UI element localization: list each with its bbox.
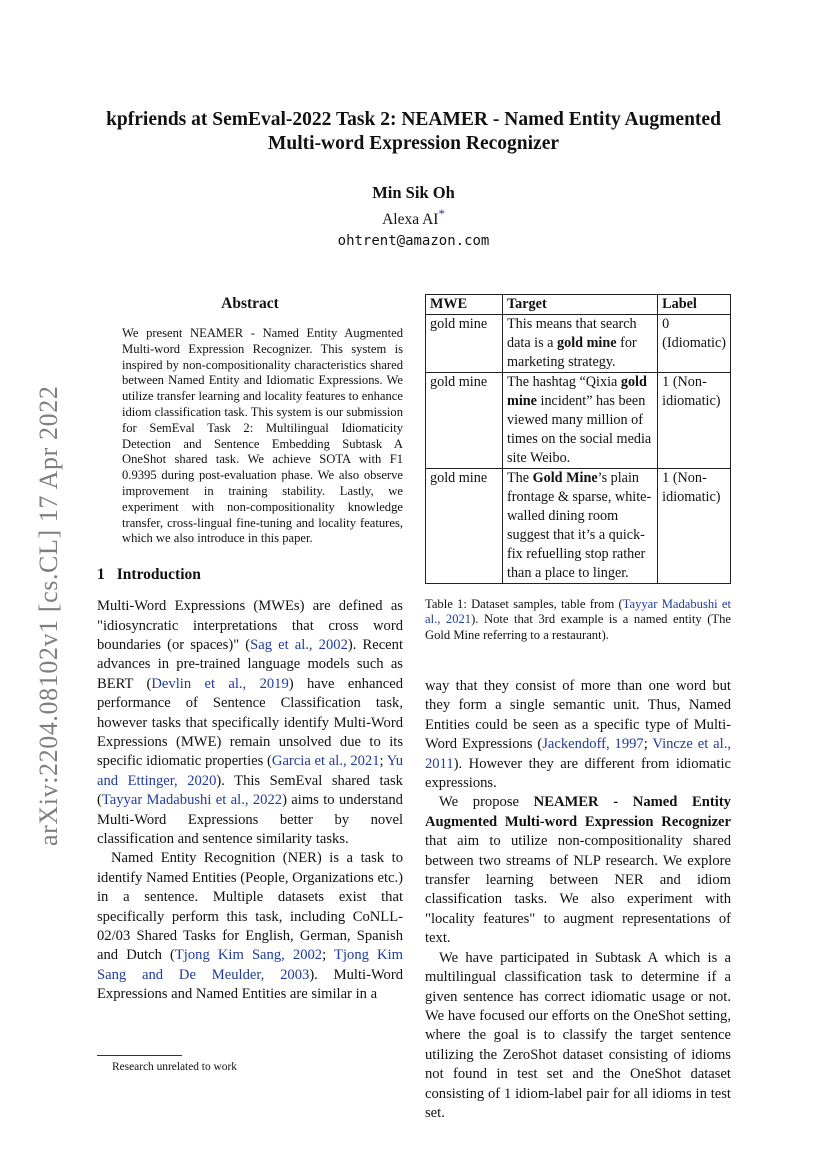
cell-label: 1 (Non-idiomatic) [658,373,731,469]
arxiv-stamp: arXiv:2204.08102v1 [cs.CL] 17 Apr 2022 [34,385,63,846]
table-row [426,315,731,373]
header-label: Label [658,295,731,315]
table-row [426,373,731,469]
section-title: Introduction [116,566,201,584]
text-run: ; [322,947,335,964]
text-run: incident” has been viewed many million of times on the social media site Weibo. [507,393,652,466]
bold-run: NEAMER - Named Entity Augmented Multi-word Expression Recognizer [425,794,731,830]
cell-target [503,469,658,584]
text-run: ). This SemEval shared task ( [97,772,403,809]
cell-mwe: gold mine [426,373,503,469]
text-run: The hashtag “Qixia [507,374,621,390]
text-run: Table 1: Dataset samples, table from ( [425,597,623,611]
section-heading-introduction [97,565,403,585]
section-number: 1 [97,566,105,584]
bold-run: gold mine [507,374,647,409]
affiliation-footnote-mark[interactable]: * [438,206,445,221]
table-header-row [426,295,731,315]
cell-target [503,315,658,373]
text-run: We propose [439,794,534,811]
bold-run: Gold Mine [532,470,598,486]
paper-title [40,108,787,156]
citation-link[interactable]: Tayyar Madabushi et al., 2022 [101,792,283,809]
abstract-heading: Abstract [221,295,279,312]
title-line-2: Multi-word Expression Recognizer [267,133,560,154]
text-run: The [507,470,533,486]
cell-label: 0 (Idiomatic) [658,315,731,373]
text-run: Multi-Word Expressions (MWEs) are defined as "idiosyncratic interpretations that cross word boundaries (or spaces)" ( [97,598,403,653]
text-run: way that they consist of more than one word but they form a single semantic unit. Thus, Named Entities could be seen as a specific type of Multi-Word Expressions ( [425,678,731,753]
left-column [97,294,403,1005]
text-run: for marketing strategy. [507,335,637,370]
intro-paragraph-1 [97,597,403,849]
intro-paragraph-4 [425,793,731,948]
affiliation-name: Alexa AI [382,211,439,229]
abstract-text: We present NEAMER - Named Entity Augmented Multi-word Expression Recognizer. This system is inspired by non-compositionality characteristics shared between Named Entity and Idiomatic Expressions. We utilize transfer learning and locality features to enhance idiom classification task. This system is our submission for SemEval Task 2: Multilingual Idiomaticity Detection and Sentence Embedding Subtask A OneShot shared task. We achieve SOTA with F1 0.9395 during post-evaluation phase. We also observe improvement in training stability. Lastly, we experiment with non-compositionality knowledge transfer, cross-lingual fine-tuning and locality features, which we also introduce in this paper. [122,326,403,546]
citation-link[interactable]: Tjong Kim Sang and De Meulder, 2003 [97,947,403,983]
text-run: This means that search data is a [507,316,637,351]
citation-link[interactable]: Garcia et al., 2021 [271,753,380,770]
cell-label: 1 (Non-idiomatic) [658,469,731,584]
cell-target [503,373,658,469]
text-run: ). However they are different from idiomatic expressions. [425,755,731,792]
text-run: ) aims to understand Multi-Word Expressions better by novel classification and sentence similarity tasks. [97,792,403,848]
intro-paragraph-2 [97,849,403,1004]
text-run: ). Multi-Word Expressions and Named Entities are similar in a [97,966,404,1003]
header-mwe: MWE [426,295,503,315]
citation-link[interactable]: Sag et al., 2002 [250,636,348,653]
footnote-divider [97,1055,182,1056]
cell-mwe: gold mine [426,315,503,373]
author-email: ohtrent@amazon.com [337,233,490,250]
text-run: ; [379,753,387,770]
right-column-body [425,677,731,1123]
text-run: Named Entity Recognition (NER) is a task to identify Named Entities (People, Organizations etc.) in a sentence. Multiple datasets exist that specifically perform this task, including CoNLL-02/03 Shared Tasks for English, German, Spanish and Dutch ( [97,850,403,964]
text-run: ; [643,736,653,753]
citation-link[interactable]: Jackendoff, 1997 [542,736,644,753]
text-run: ). Note that 3rd example is a named entity (The Gold Mine referring to a restaurant). [425,612,731,642]
text-run: ’s plain frontage & sparse, white-walled dining room suggest that it’s a quick-fix refuelling stop rather than a place to linger. [507,470,652,581]
affiliation [0,204,827,230]
citation-link[interactable]: Tayyar Madabushi et al., 2021 [425,597,731,627]
author-name: Min Sik Oh [372,183,455,202]
citation-link[interactable]: Yu and Ettinger, 2020 [97,753,403,789]
table-row [426,469,731,584]
text-run: ) have enhanced performance of Sentence Classification task, however tasks that specifically identify Multi-Word Expressions (MWE) remain unsolved due to its specific idiomatic properties ( [97,675,404,770]
title-line-1: kpfriends at SemEval-2022 Task 2: NEAMER - Named Entity Augmented [106,109,721,130]
text-run: that aim to utilize non-compositionality shared between two streams of NLP research. We explore transfer learning between NER and idiom classification tasks. We also experiment with "locality features" to augment representations of text. [425,833,731,947]
text-run: ). Recent advances in pre-trained language models such as BERT ( [97,636,404,692]
citation-link[interactable]: Vincze et al., 2011 [425,736,731,772]
intro-paragraph-5: We have participated in Subtask A which is a multilingual classification task to determine if a given sentence has correct idiomatic usage or not. We have focused our efforts on the OneShot setting, where the goal is to classify the target sentence utilizing the ZeroShot dataset consisting of idioms not found in test set and the OneShot dataset consisting of 1 idiom-label pair for all idioms in test set. [425,949,731,1121]
header-target: Target [503,295,658,315]
right-column [425,294,731,643]
bold-run: gold mine [557,335,617,351]
cell-mwe: gold mine [426,469,503,584]
intro-paragraph-3 [425,677,731,793]
author-block [0,182,827,252]
footnote: Research unrelated to work [112,1061,237,1073]
table-caption [425,597,731,643]
citation-link[interactable]: Devlin et al., 2019 [151,675,289,692]
dataset-table [425,294,731,584]
citation-link[interactable]: Tjong Kim Sang, 2002 [174,947,323,964]
